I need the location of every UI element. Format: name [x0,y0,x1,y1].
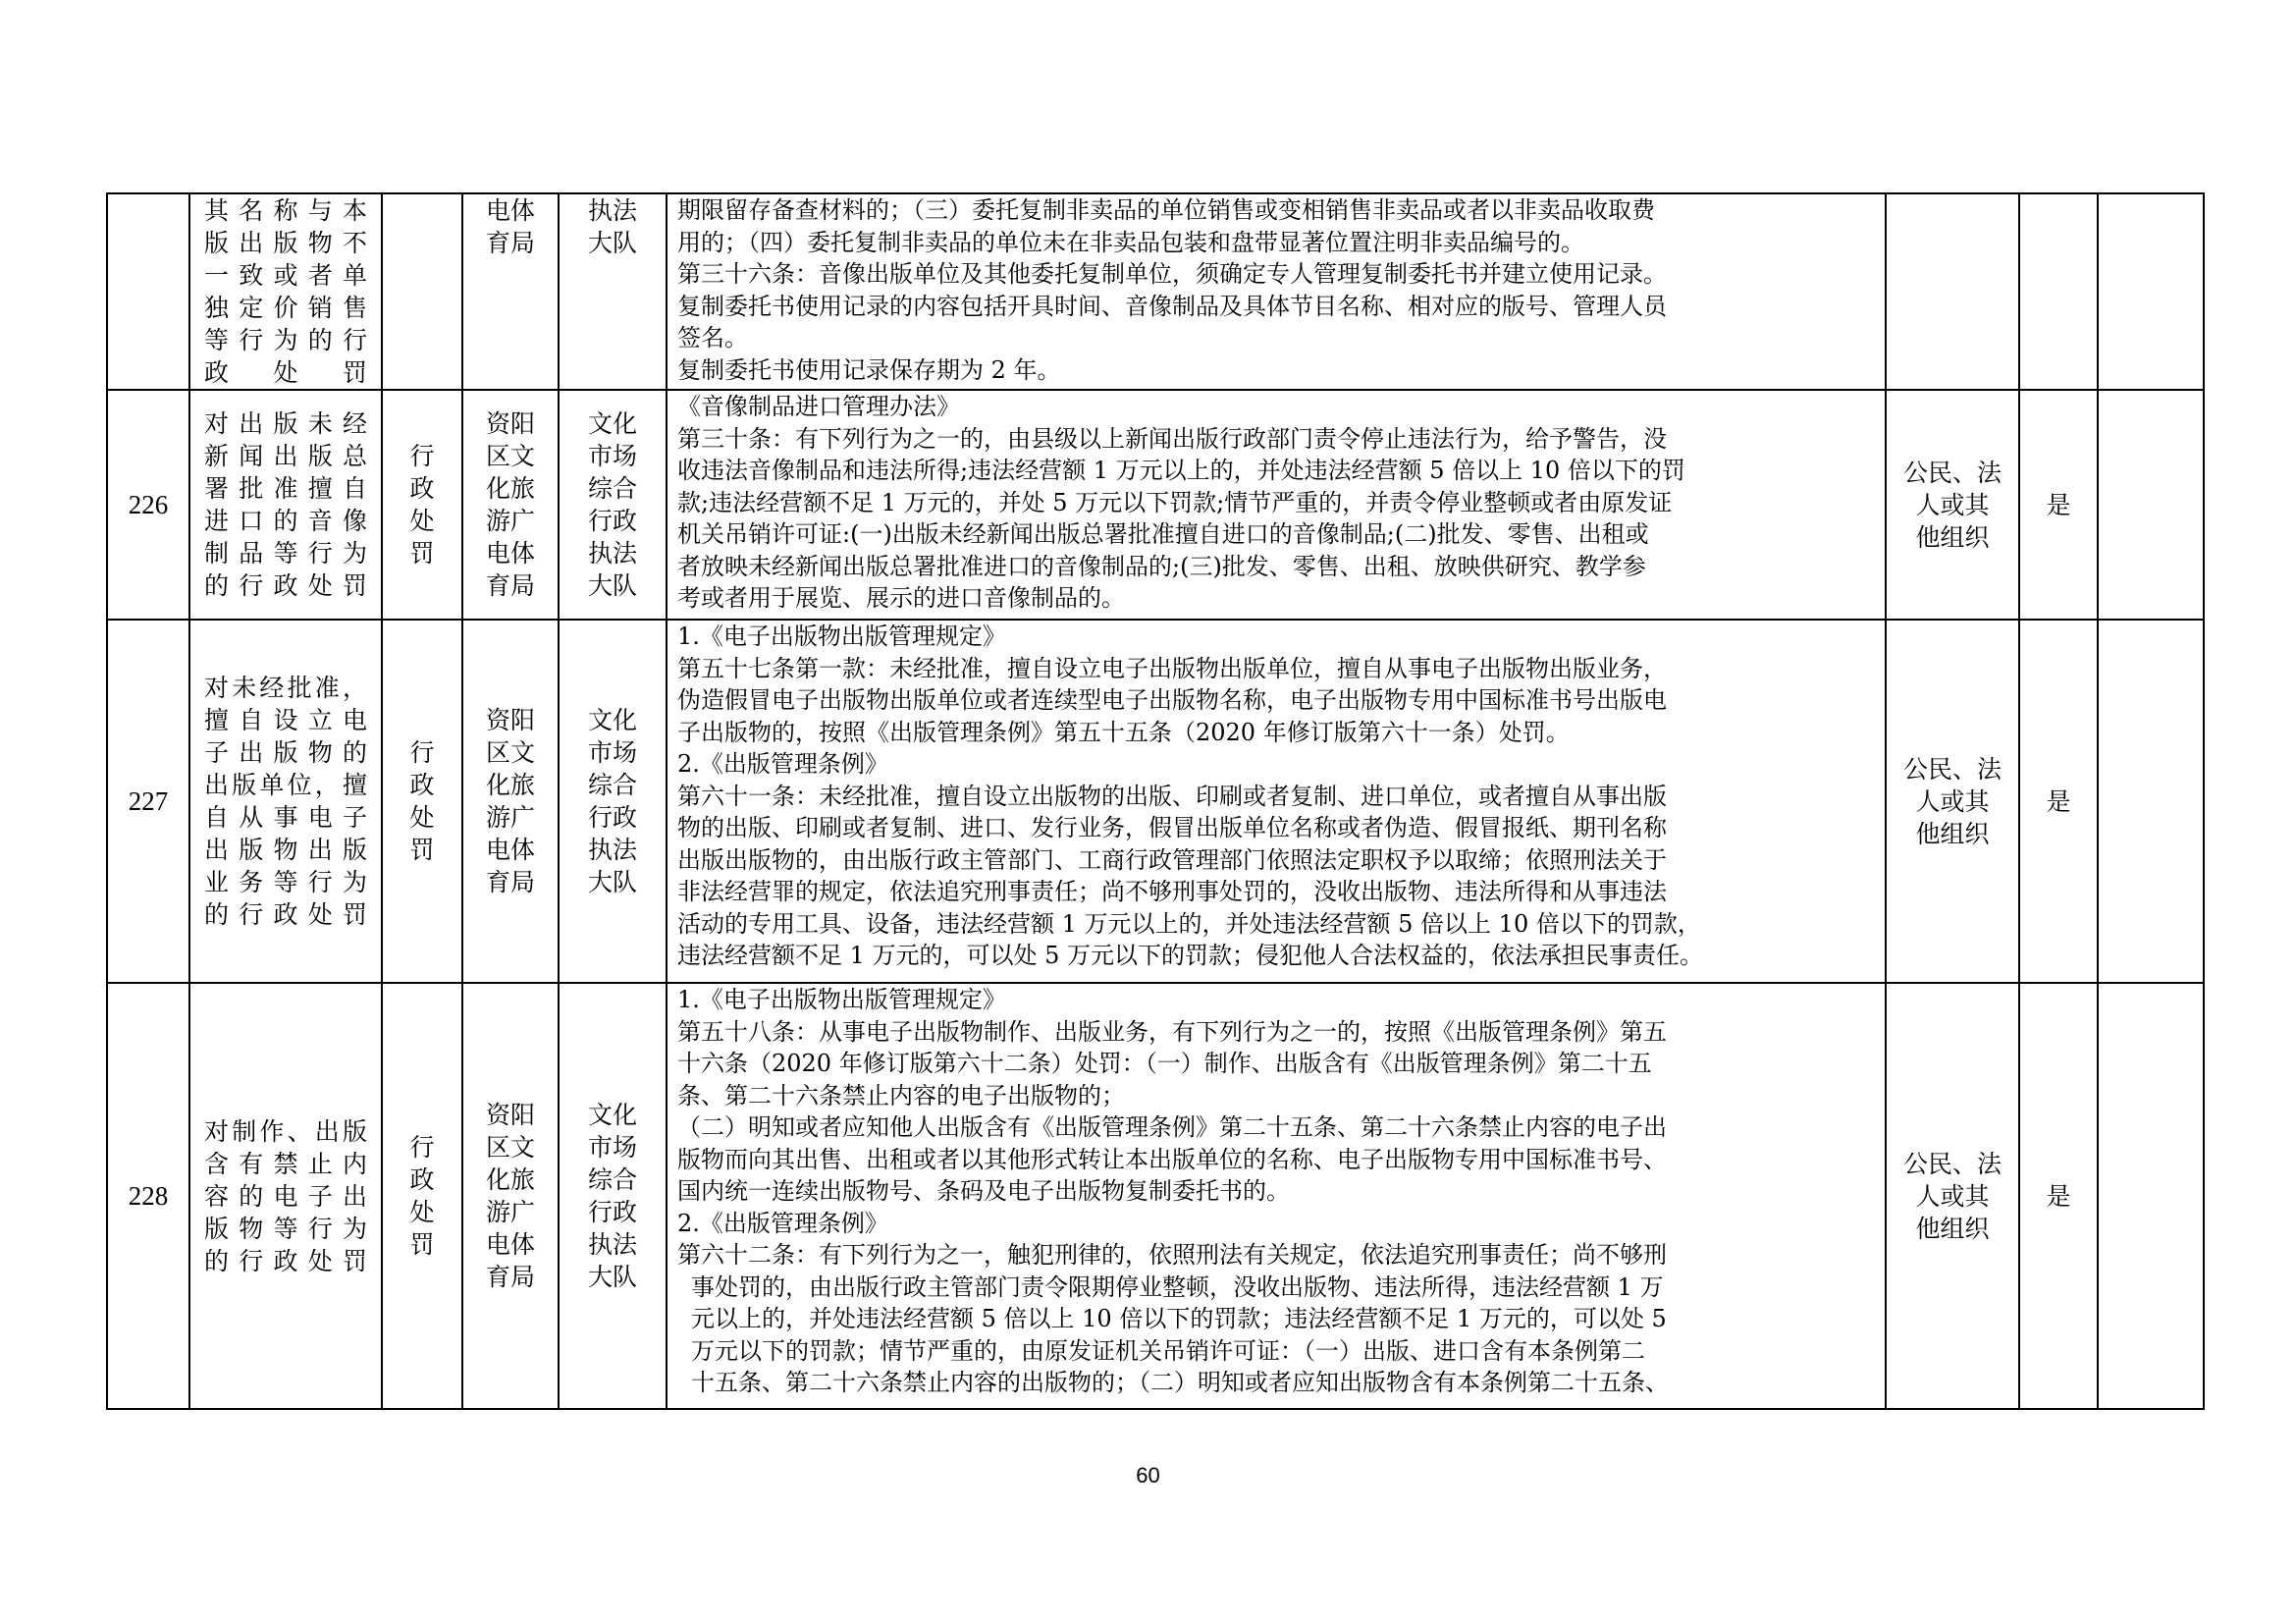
exec-line: 行政 [587,803,637,832]
remarks [2098,620,2204,983]
dept-line: 资阳 [485,409,535,438]
row-number: 226 [107,390,189,620]
legal-basis [667,620,1886,983]
remarks [2098,983,2204,1409]
legal-basis-line: 《音像制品进口管理办法》 [677,393,960,420]
legal-basis-line: 子出版物的，按照《出版管理条例》第五十五条（2020 年修订版第六十一条）处罚。 [677,718,1570,746]
legal-basis-line: 1.《电子出版物出版管理规定》 [677,986,1006,1013]
name-line: 出版单位，擅 [204,771,367,799]
dept-line: 电体 [485,196,535,225]
name-line: 版物等行为 [204,1214,367,1243]
name-line: 新闻出版总 [204,442,367,470]
dept-line: 区文 [485,442,535,470]
dept-line: 育局 [485,1263,535,1291]
subject-line: 公民、法 [1902,458,2002,487]
exec-line: 文化 [587,409,637,438]
department [462,193,559,390]
name-line: 等行为的行 [204,326,367,354]
legal-basis-line: 第六十一条：未经批准，擅自设立出版物的出版、印刷或者复制、进口单位，或者擅自从事出版 [677,782,1667,810]
item-name [189,193,382,390]
type-line: 罚 [409,539,435,568]
subject-line: 公民、法 [1902,1149,2002,1178]
legal-basis-line: 签名。 [677,324,748,352]
exec-line: 大队 [587,229,637,257]
type-line: 政 [409,1165,435,1194]
row-number [107,193,189,390]
legal-basis-line: 条、第二十六条禁止内容的电子出版物的； [677,1081,1125,1110]
legal-basis-line: 考或者用于展览、展示的进口音像制品的。 [677,584,1125,612]
publish-flag: 是 [2019,983,2098,1409]
legal-basis [667,983,1886,1409]
executing-unit [559,620,667,983]
dept-line: 化旅 [485,771,535,799]
exec-line: 行政 [587,1198,637,1226]
row-number: 227 [107,620,189,983]
exec-line: 执法 [587,196,637,225]
exec-line: 市场 [587,442,637,470]
legal-basis-line: 版物而向其出售、出租或者以其他形式转让本出版单位的名称、电子出版物专用中国标准书号、 [677,1145,1667,1173]
legal-basis-line: 十五条、第二十六条禁止内容的出版物的；（二）明知或者应知出版物含有本条例第二十五条、 [691,1369,1669,1396]
legal-basis-line: 第六十二条：有下列行为之一，触犯刑律的，依照刑法有关规定，依法追究刑事责任；尚不够刑 [677,1241,1667,1269]
legal-basis-line: 事处罚的，由出版行政主管部门责令限期停业整顿，没收出版物、违法所得，违法经营额 1 万 [691,1272,1664,1301]
name-line: 进口的音像 [204,507,367,535]
remarks [2098,390,2204,620]
legal-basis-line: 2.《出版管理条例》 [677,1209,888,1237]
subject-line: 人或其 [1915,786,1990,816]
table-row [107,193,2204,390]
legal-basis-line: 元以上的，并处违法经营额 5 倍以上 10 倍以下的罚款；违法经营额不足 1 万元的，可以处 5 [691,1305,1667,1332]
legal-basis-line: 1.《电子出版物出版管理规定》 [677,623,1006,650]
type-line: 处 [409,803,435,832]
name-line: 自从事电子 [204,803,367,832]
legal-basis-line: 第五十七条第一款：未经批准，擅自设立电子出版物出版单位，擅自从事电子出版物出版业务， [677,654,1667,682]
name-line: 政处罚 [204,358,367,387]
subject-line: 人或其 [1915,1181,1990,1211]
type-line: 行 [409,1133,435,1162]
type-line: 处 [409,507,435,535]
exec-line: 综合 [587,1165,637,1194]
name-line: 容的电子出 [204,1181,367,1211]
legal-basis-line: 机关吊销许可证:(一)出版未经新闻出版总署批准擅自进口的音像制品;(二)批发、零售、出租或 [677,520,1649,548]
dept-line: 电体 [485,1230,535,1259]
exec-line: 执法 [587,836,637,864]
item-name [189,390,382,620]
exec-line: 文化 [587,1101,637,1129]
legal-basis [667,390,1886,620]
dept-line: 育局 [485,868,535,896]
exec-line: 综合 [587,771,637,799]
executing-unit [559,193,667,390]
legal-basis-line: 款;违法经营额不足 1 万元的，并处 5 万元以下罚款;情节严重的，并责令停业整顿或者由原发证 [677,488,1673,516]
item-type [382,983,462,1409]
exec-line: 大队 [587,868,637,896]
dept-line: 区文 [485,1133,535,1162]
type-line: 处 [409,1198,435,1226]
name-line: 含有禁止内 [204,1149,367,1178]
dept-line: 游广 [485,507,535,535]
table-row [107,390,2204,620]
exec-line: 大队 [587,571,637,600]
type-line: 罚 [409,1230,435,1259]
name-line: 版出版物不 [204,229,367,257]
subject [1886,390,2019,620]
legal-basis-line: 十六条（2020 年修订版第六十二条）处罚：（一）制作、出版含有《出版管理条例》第二十五 [677,1050,1652,1077]
legal-basis-line: 2.《出版管理条例》 [677,750,888,778]
subject-line: 他组织 [1915,1214,1990,1243]
type-line: 行 [409,738,435,767]
name-line: 独定价销售 [204,294,367,322]
legal-basis-line: 国内统一连续出版物号、条码及电子出版物复制委托书的。 [677,1177,1290,1205]
table-body [107,193,2204,1409]
item-type [382,620,462,983]
name-line: 擅自设立电 [204,706,367,734]
dept-line: 游广 [485,1198,535,1226]
name-line: 的行政处罚 [204,571,367,600]
name-line: 的行政处罚 [204,900,367,929]
exec-line: 市场 [587,1133,637,1162]
dept-line: 区文 [485,738,535,767]
exec-line: 大队 [587,1263,637,1291]
legal-basis-line: 收违法音像制品和违法所得;违法经营额 1 万元以上的，并处违法经营额 5 倍以上 10 倍以下的罚 [677,457,1685,484]
legal-basis-line: 第三十条：有下列行为之一的，由县级以上新闻出版行政部门责令停止违法行为，给予警告，没 [677,424,1667,453]
department [462,983,559,1409]
name-line: 制品等行为 [204,539,367,568]
exec-line: 执法 [587,539,637,568]
department [462,390,559,620]
item-name [189,983,382,1409]
penalty-table [106,192,2205,1410]
legal-basis-line: 非法经营罪的规定，依法追究刑事责任；尚不够刑事处罚的，没收出版物、违法所得和从事违法 [677,878,1667,905]
subject-line: 他组织 [1915,819,1990,848]
type-line: 罚 [409,836,435,864]
department [462,620,559,983]
dept-line: 资阳 [485,1101,535,1129]
legal-basis-line: 者放映未经新闻出版总署批准进口的音像制品的;(三)批发、零售、出租、放映供研究、教学参 [677,552,1646,580]
row-number: 228 [107,983,189,1409]
legal-basis-line: 第三十六条：音像出版单位及其他委托复制单位，须确定专人管理复制委托书并建立使用记录。 [677,260,1667,288]
name-line: 对出版未经 [204,409,367,438]
name-line: 署批准擅自 [204,474,367,503]
subject [1886,193,2019,390]
type-line: 政 [409,771,435,799]
item-type [382,390,462,620]
executing-unit [559,390,667,620]
name-line: 其名称与本 [204,196,367,225]
subject [1886,983,2019,1409]
legal-basis-line: 违法经营额不足 1 万元的，可以处 5 万元以下的罚款；侵犯他人合法权益的，依法承担民事责任。 [677,942,1704,969]
remarks [2098,193,2204,390]
exec-line: 文化 [587,706,637,734]
legal-basis-line: 出版出版物的，由出版行政主管部门、工商行政管理部门依照法定职权予以取缔；依照刑法关于 [677,845,1667,874]
publish-flag: 是 [2019,390,2098,620]
name-line: 对制作、出版 [204,1116,367,1146]
exec-line: 执法 [587,1230,637,1259]
name-line: 对未经批准， [204,674,367,702]
dept-line: 化旅 [485,1165,535,1194]
table-row [107,620,2204,983]
publish-flag: 是 [2019,620,2098,983]
exec-line: 综合 [587,474,637,503]
page-number: 60 [1136,1463,1160,1488]
dept-line: 育局 [485,571,535,600]
name-line: 业务等行为 [204,868,367,896]
legal-basis-line: 伪造假冒电子出版物出版单位或者连续型电子出版物名称，电子出版物专用中国标准书号出版电 [677,686,1667,714]
item-type [382,193,462,390]
legal-basis-line: 物的出版、印刷或者复制、进口、发行业务，假冒出版单位名称或者伪造、假冒报纸、期刊名称 [677,814,1667,841]
legal-basis-line: 期限留存备查材料的；（三）委托复制非卖品的单位销售或变相销售非卖品或者以非卖品收取费 [677,196,1655,224]
executing-unit [559,983,667,1409]
subject-line: 他组织 [1915,522,1990,552]
name-line: 的行政处罚 [204,1246,367,1275]
item-name [189,620,382,983]
publish-flag [2019,193,2098,390]
name-line: 子出版物的 [204,738,367,767]
dept-line: 游广 [485,803,535,832]
legal-basis-line: 万元以下的罚款；情节严重的，由原发证机关吊销许可证：（一）出版、进口含有本条例第二 [691,1336,1645,1365]
legal-basis-line: （二）明知或者应知他人出版含有《出版管理条例》第二十五条、第二十六条禁止内容的电子出 [677,1113,1667,1141]
exec-line: 市场 [587,738,637,767]
dept-line: 电体 [485,539,535,568]
legal-basis-line: 复制委托书使用记录保存期为 2 年。 [677,355,1061,384]
legal-basis [667,193,1886,390]
type-line: 行 [409,442,435,470]
legal-basis-line: 复制委托书使用记录的内容包括开具时间、音像制品及具体节目名称、相对应的版号、管理人员 [677,292,1667,320]
name-line: 出版物出版 [204,836,367,864]
subject-line: 公民、法 [1902,754,2002,784]
dept-line: 电体 [485,836,535,864]
dept-line: 资阳 [485,706,535,734]
subject [1886,620,2019,983]
dept-line: 育局 [485,229,535,257]
legal-basis-line: 活动的专用工具、设备，违法经营额 1 万元以上的，并处违法经营额 5 倍以上 10 倍以下的罚款， [677,909,1701,938]
dept-line: 化旅 [485,474,535,503]
type-line: 政 [409,474,435,503]
legal-basis-line: 用的；（四）委托复制非卖品的单位未在非卖品包装和盘带显著位置注明非卖品编号的。 [677,228,1584,256]
name-line: 一致或者单 [204,261,367,290]
exec-line: 行政 [587,507,637,535]
subject-line: 人或其 [1915,490,1990,519]
table-row [107,983,2204,1409]
legal-basis-line: 第五十八条：从事电子出版物制作、出版业务，有下列行为之一的，按照《出版管理条例》第五 [677,1017,1667,1046]
